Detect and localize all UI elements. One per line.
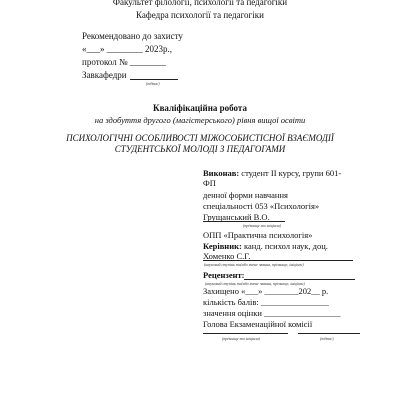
reviewer-line [244, 279, 355, 280]
reviewer-caption: (науковий ступінь та/або вчене звання, прізвище, ініціали) [205, 281, 305, 286]
performer-course: студент ІІ курсу, групи 601- [241, 168, 342, 178]
supervisor-block [203, 241, 328, 251]
student-name: Грущанський В.О. [203, 212, 270, 222]
defense-date: Захищено «___» ________202__ р. [203, 286, 329, 296]
thesis-title-line1: ПСИХОЛОГІЧНІ ОСОБЛИВОСТІ МІЖОСОБИСТІСНОЇ ВЗАЄМОДІЇ [66, 133, 334, 143]
supervisor-caption: (науковий ступінь та/або вчене звання, прізвище, ініціали) [204, 262, 304, 267]
study-form: денної форми навчання [203, 190, 288, 200]
protocol-number: протокол № ________ [82, 57, 166, 67]
department-name: Кафедра психології та педагогіки [136, 10, 264, 20]
specialty: спеціальності 053 «Психологія» [203, 201, 320, 211]
faculty-name: Факультет філології, психології та педагогіки [112, 0, 288, 7]
signature-caption: (підпис) [146, 81, 160, 86]
supervisor-line [203, 260, 353, 261]
reviewer-label: Рецензент: [203, 270, 245, 280]
commission-sign-caption: (підпис) [320, 336, 334, 341]
commission-sign-line [298, 333, 360, 334]
recommended-text: Рекомендовано до захисту [82, 31, 183, 41]
supervisor-degree: канд. психол наук, доц. [243, 241, 328, 251]
student-name-line [203, 221, 285, 222]
approval-date: «___» ________ 2023р., [82, 44, 172, 54]
work-type: Кваліфікаційна робота [153, 103, 247, 113]
student-name-caption: (прізвище та ініціали) [243, 223, 281, 228]
thesis-title-line2: СТУДЕНТСЬКОЇ МОЛОДІ З ПЕДАГОГАМИ [114, 144, 286, 154]
supervisor-label: Керівник: [203, 241, 242, 251]
grade-value: значення оцінки __________________ [203, 308, 341, 318]
commission-head: Голова Екзаменаційної комісії [203, 319, 313, 329]
performer-block [203, 168, 341, 178]
head-signature-line [130, 79, 178, 80]
commission-name-line [203, 333, 288, 334]
degree-level: на здобуття другого (магістерського) рівня вищої освіти [94, 115, 306, 125]
performer-group-suffix: ФП [203, 178, 216, 188]
score-count: кількість балів: ________________ [203, 297, 329, 307]
educational-program: ОПП «Практична психологія» [203, 230, 313, 240]
commission-name-caption: (прізвище та ініціали) [222, 336, 260, 341]
supervisor-name: Хоменко С.Г. [203, 251, 251, 261]
performer-label: Виконав: [203, 168, 240, 178]
department-head-label: Завкафедри [82, 70, 127, 80]
